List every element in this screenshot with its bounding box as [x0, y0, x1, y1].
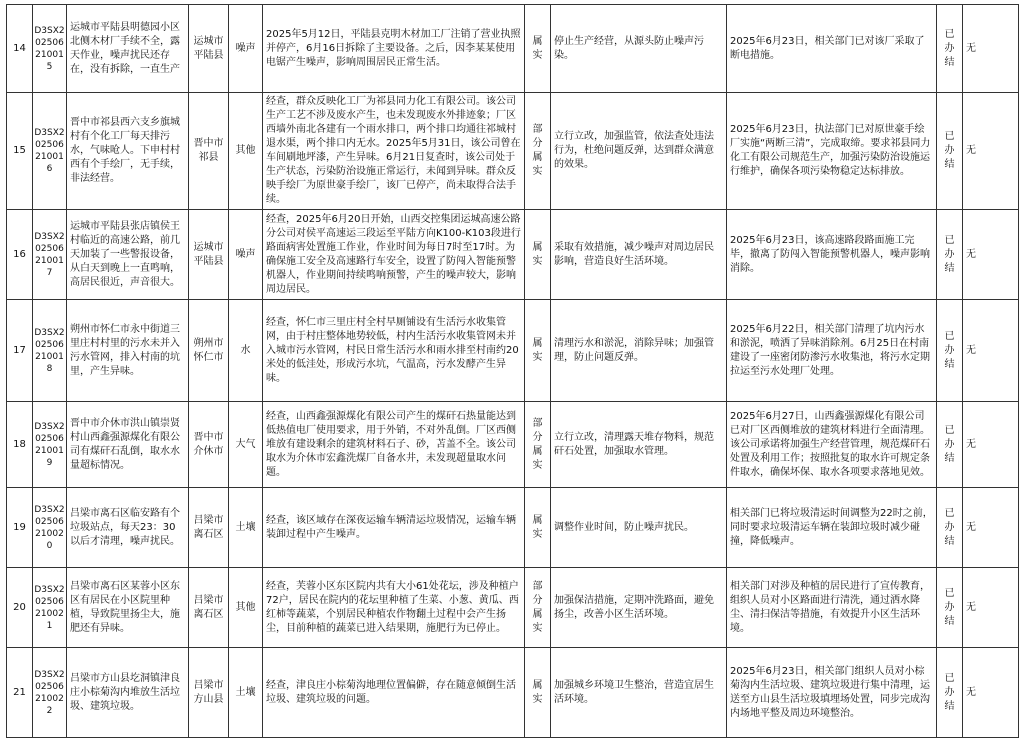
handling-measure: 立行立改，加强监管，依法查处违法行为，杜绝问题反弹，达到群众满意的效果。: [551, 93, 727, 210]
row-number: 21: [7, 648, 33, 738]
table-row: [7, 210, 1019, 300]
case-code: D3SX202506210018: [33, 300, 67, 402]
rectification-status: 相关部门对涉及种植的居民进行了宣传教育，组织人员对小区路面进行清洗，通过洒水降尘、清扫保洁等措施，有效提升小区生活环境。: [727, 568, 937, 648]
county-name: 运城市平陆县: [189, 5, 229, 93]
case-status: 已办结: [937, 648, 963, 738]
table-row: [7, 5, 1019, 93]
row-number: 14: [7, 5, 33, 93]
rectification-status: 2025年6月23日，该高速路段路面施工完毕，撤离了防闯入智能预警机器人，噪声影响消除。: [727, 210, 937, 300]
accountability: 无: [963, 5, 1019, 93]
pollution-type: 大气: [229, 402, 263, 488]
county-name: 吕梁市离石区: [189, 488, 229, 568]
handling-measure: 清理污水和淤泥，消除异味；加强管理，防止问题反弹。: [551, 300, 727, 402]
handling-measure: 加强保洁措施，定期冲洗路面，避免扬尘，改善小区生活环境。: [551, 568, 727, 648]
verification-status: 部分属实: [525, 568, 551, 648]
issue-description: 运城市平陆县张店镇侯王村临近的高速公路，前几天加装了一些警报设备，从白天到晚上一直鸣响，高居民很近，声音很大。: [67, 210, 189, 300]
pollution-type: 土壤: [229, 488, 263, 568]
case-status: 已办结: [937, 93, 963, 210]
table-row: [7, 488, 1019, 568]
table-row: [7, 568, 1019, 648]
verification-status: 属实: [525, 488, 551, 568]
county-name: 朔州市怀仁市: [189, 300, 229, 402]
case-status: 已办结: [937, 210, 963, 300]
pollution-type: 水: [229, 300, 263, 402]
case-code: D3SX202506210015: [33, 5, 67, 93]
handling-measure: 调整作业时间，防止噪声扰民。: [551, 488, 727, 568]
investigation-result: 经查，该区域存在深夜运输车辆清运垃圾情况，运输车辆装卸过程中产生噪声。: [263, 488, 525, 568]
issue-description: 晋中市祁县西六支乡旗城村有个化工厂每天排污水，气味呛人。下申村村西有个手绘厂，无手续，非法经营。: [67, 93, 189, 210]
issue-description: 晋中市介休市洪山镇崇贤村山西鑫强源煤化有限公司有煤矸石乱倒，取水水量超标情况。: [67, 402, 189, 488]
rectification-status: 2025年6月23日，相关部门组织人员对小棕菊沟内生活垃圾、建筑垃圾进行集中清理，运送至方山县生活垃圾填埋场处置，同步完成沟内场地平整及周边环境整治。: [727, 648, 937, 738]
handling-measure: 采取有效措施，减少噪声对周边居民影响，营造良好生活环境。: [551, 210, 727, 300]
case-code: D3SX202506210016: [33, 93, 67, 210]
row-number: 18: [7, 402, 33, 488]
row-number: 19: [7, 488, 33, 568]
pollution-type: 土壤: [229, 648, 263, 738]
case-status: 已办结: [937, 568, 963, 648]
accountability: 无: [963, 210, 1019, 300]
investigation-result: 经查，芙蓉小区东区院内共有大小61处花坛，涉及种植户72户，居民在院内的花坛里种植了生菜、小葱、黄瓜、西红柿等蔬菜，个别居民种植农作物翻土过程中会产生扬尘，目前种植的蔬菜已进入结果期，施肥行为已停止。: [263, 568, 525, 648]
accountability: 无: [963, 568, 1019, 648]
investigation-result: 经查，津良庄小棕菊沟地理位置偏僻，存在随意倾倒生活垃圾、建筑垃圾的问题。: [263, 648, 525, 738]
rectification-status: 2025年6月23日，相关部门已对该厂采取了断电措施。: [727, 5, 937, 93]
pollution-type: 其他: [229, 568, 263, 648]
county-name: 运城市平陆县: [189, 210, 229, 300]
rectification-status: 2025年6月27日，山西鑫强源煤化有限公司已对厂区西侧堆放的建筑材料进行全面清理。该公司承诺将加强生产经营管理，规范煤矸石处置及利用工作；按照批复的取水许可规定条件取水，确保坏保、取水各项要求落地见效。: [727, 402, 937, 488]
pollution-type: 噪声: [229, 5, 263, 93]
row-number: 16: [7, 210, 33, 300]
case-status: 已办结: [937, 5, 963, 93]
rectification-status: 相关部门已将垃圾清运时间调整为22时之前，同时要求垃圾清运车辆在装卸垃圾时减少碰撞，降低噪声。: [727, 488, 937, 568]
issue-description: 吕梁市离石区某蓉小区东区有居民在小区院里种植，导致院里扬尘大，施肥还有异味。: [67, 568, 189, 648]
case-code: D3SX202506210022: [33, 648, 67, 738]
county-name: 晋中市祁县: [189, 93, 229, 210]
accountability: 无: [963, 402, 1019, 488]
verification-status: 属实: [525, 648, 551, 738]
case-status: 已办结: [937, 300, 963, 402]
row-number: 20: [7, 568, 33, 648]
verification-status: 属实: [525, 300, 551, 402]
table-row: [7, 300, 1019, 402]
verification-status: 部分属实: [525, 93, 551, 210]
pollution-type: 其他: [229, 93, 263, 210]
verification-status: 部分属实: [525, 402, 551, 488]
table-row: [7, 648, 1019, 738]
case-status: 已办结: [937, 488, 963, 568]
county-name: 吕梁市方山县: [189, 648, 229, 738]
table-row: [7, 93, 1019, 210]
issue-description: 吕梁市离石区临安路有个垃圾站点，每天23：30以后才清理，噪声扰民。: [67, 488, 189, 568]
handling-measure: 加强城乡环境卫生整治，营造宜居生活环境。: [551, 648, 727, 738]
investigation-result: 经查，怀仁市三里庄村全村早厕铺设有生活污水收集管网，由于村庄整体地势较低，村内生活污水收集管网未并入城市污水管网，村民日常生活污水和雨水排至村南约20米处的低洼处，形成污水坑，气温高，污水发酵产生异味。: [263, 300, 525, 402]
issue-description: 朔州市怀仁市永中街道三里庄村村里的污水未并入污水管网，排入村南的坑里，产生异味。: [67, 300, 189, 402]
verification-status: 属实: [525, 5, 551, 93]
investigation-result: 经查，群众反映化工厂为祁县同力化工有限公司。该公司生产工艺不涉及废水产生，也未发现废水外排迹象；厂区西墙外南北各建有一个雨水排口，两个排口均通往祁城村退水渠，两个排口内无水。2025年5月31日，该公司曾在车间刷地坪漆，产生异味。6月21日复查时，该公司处于生产状态，污染防治设施正常运行，未闻到异味。群众反映手绘厂为原世豪手绘厂，该厂已停产，尚未取得合法手续。: [263, 93, 525, 210]
rectification-status: 2025年6月22日，相关部门清理了坑内污水和淤泥，喷洒了异味消除剂。6月25日在村南建设了一座密闭防渗污水收集池，将污水定期拉运至污水处理厂处理。: [727, 300, 937, 402]
issue-description: 吕梁市方山县圪洞镇津良庄小棕菊沟内堆放生活垃圾、建筑垃圾。: [67, 648, 189, 738]
case-code: D3SX202506210019: [33, 402, 67, 488]
case-status: 已办结: [937, 402, 963, 488]
row-number: 15: [7, 93, 33, 210]
investigation-result: 经查，山西鑫强源煤化有限公司产生的煤矸石热量能达到低热值电厂使用要求，用于外销，不对外乱倒。厂区西侧堆放有建设剩余的建筑材料石子、砂，苫盖不全。该公司取水为介休市宏鑫洗煤厂自备水井，未发现超量取水问题。: [263, 402, 525, 488]
investigation-result: 2025年5月12日，平陆县克明木材加工厂注销了营业执照并停产，6月16日拆除了主要设备。之后，因李某某使用电锯产生噪声，影响周围居民正常生活。: [263, 5, 525, 93]
accountability: 无: [963, 300, 1019, 402]
accountability: 无: [963, 488, 1019, 568]
handling-measure: 停止生产经营，从源头防止噪声污染。: [551, 5, 727, 93]
county-name: 晋中市介休市: [189, 402, 229, 488]
table-row: [7, 402, 1019, 488]
rectification-status: 2025年6月23日，执法部门已对原世豪手绘厂实施“两断三清”，完成取缔。要求祁县同力化工有限公司规范生产，加强污染防治设施运行维护，确保各项污染物稳定达标排放。: [727, 93, 937, 210]
investigation-result: 经查，2025年6月20日开始，山西交控集团运城高速公路分公司对侯平高速运三段运至平陆方向K100-K103段进行路面病害处置施工作业，作业时间为每日7时至17时。为确保施工安全及高速路行车安全，设置了防闯入智能预警机器人，作业期间持续鸣响预警，产生的噪声较大，影响周边居民。: [263, 210, 525, 300]
pollution-type: 噪声: [229, 210, 263, 300]
handling-measure: 立行立改，清理露天堆存物料，规范矸石处置，加强取水管理。: [551, 402, 727, 488]
case-code: D3SX202506210020: [33, 488, 67, 568]
accountability: 无: [963, 93, 1019, 210]
complaint-table: [6, 4, 1019, 738]
verification-status: 属实: [525, 210, 551, 300]
county-name: 吕梁市离石区: [189, 568, 229, 648]
issue-description: 运城市平陆县明德园小区北侧木材厂手续不全，露天作业，噪声扰民还存在，没有拆除，一直生产: [67, 5, 189, 93]
row-number: 17: [7, 300, 33, 402]
accountability: 无: [963, 648, 1019, 738]
case-code: D3SX202506210021: [33, 568, 67, 648]
case-code: D3SX202506210017: [33, 210, 67, 300]
